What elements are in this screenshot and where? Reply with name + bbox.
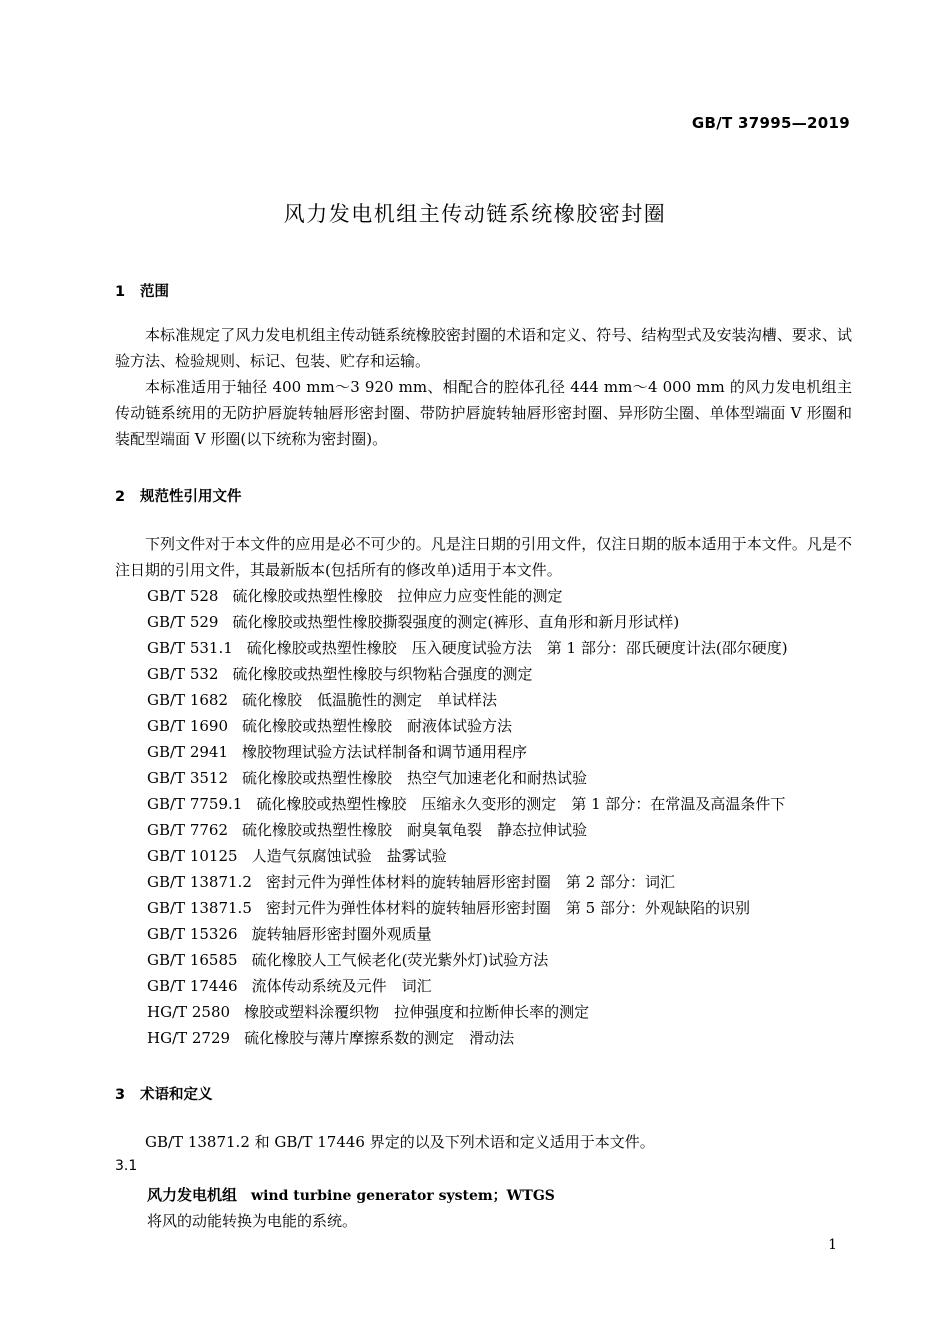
reference-code: GB/T 1690 (147, 717, 229, 735)
standard-number: GB/T 37995—2019 (691, 114, 850, 132)
reference-title: 硫化橡胶或热塑性橡胶 压入硬度试验方法 第 1 部分：邵氏硬度计法(邵尔硬度) (246, 639, 788, 657)
reference-item (147, 817, 857, 843)
section-number: 1 (115, 284, 126, 300)
reference-title: 硫化橡胶或热塑性橡胶 耐液体试验方法 (242, 717, 513, 735)
scope-paragraph-2: 本标准适用于轴径 400 mm～3 920 mm、相配合的腔体孔径 444 mm～4 000 mm 的风力发电机组主传动链系统用的无防护唇旋转轴唇形密封圈、带防护唇旋转轴唇形密封圈、异形防尘圈、单体型端面 V 形圈和装配型端面 V 形圈(以下统称为密封圈)。 (115, 378, 852, 448)
reference-item (147, 687, 857, 713)
section-title: 术语和定义 (140, 1087, 213, 1103)
reference-code: GB/T 15326 (147, 925, 238, 943)
term-english: wind turbine generator system；WTGS (251, 1188, 555, 1204)
reference-item (147, 713, 857, 739)
page-number: 1 (828, 1237, 837, 1253)
section-2-heading (115, 485, 242, 506)
reference-title: 硫化橡胶或热塑性橡胶 热空气加速老化和耐热试验 (242, 769, 588, 787)
reference-item (147, 947, 857, 973)
reference-item (147, 791, 857, 817)
reference-code: GB/T 532 (147, 665, 219, 683)
section-1-heading (115, 280, 169, 301)
reference-title: 橡胶物理试验方法试样制备和调节通用程序 (242, 743, 528, 761)
reference-item (147, 661, 857, 687)
term-chinese: 风力发电机组 (147, 1186, 238, 1204)
reference-item (147, 1025, 857, 1051)
term-definition: 将风的动能转换为电能的系统。 (147, 1212, 358, 1230)
reference-item (147, 635, 857, 661)
document-title: 风力发电机组主传动链系统橡胶密封圈 (283, 202, 667, 226)
scope-paragraph-1: 本标准规定了风力发电机组主传动链系统橡胶密封圈的术语和定义、符号、结构型式及安装沟槽、要求、试验方法、检验规则、标记、包装、贮存和运输。 (115, 326, 852, 370)
reference-code: GB/T 528 (147, 587, 219, 605)
reference-code: GB/T 17446 (147, 977, 238, 995)
references-intro: 下列文件对于本文件的应用是必不可少的。凡是注日期的引用文件，仅注日期的版本适用于本文件。凡是不注日期的引用文件，其最新版本(包括所有的修改单)适用于本文件。 (115, 535, 852, 579)
reference-title: 硫化橡胶 低温脆性的测定 单试样法 (242, 691, 498, 709)
reference-code: GB/T 7759.1 (147, 795, 243, 813)
clause-number: 3.1 (115, 1158, 138, 1174)
section-3-heading (115, 1083, 213, 1104)
reference-code: GB/T 3512 (147, 769, 229, 787)
section-number: 3 (115, 1087, 126, 1103)
section-title: 范围 (140, 284, 169, 300)
reference-item (147, 739, 857, 765)
reference-code: GB/T 1682 (147, 691, 229, 709)
terms-intro: GB/T 13871.2 和 GB/T 17446 界定的以及下列术语和定义适用于本文件。 (145, 1133, 655, 1151)
reference-code: GB/T 13871.5 (147, 899, 252, 917)
reference-title: 人造气氛腐蚀试验 盐雾试验 (251, 847, 447, 865)
reference-item (147, 869, 857, 895)
reference-item (147, 843, 857, 869)
reference-title: 流体传动系统及元件 词汇 (251, 977, 432, 995)
reference-title: 硫化橡胶人工气候老化(荧光紫外灯)试验方法 (251, 951, 549, 969)
reference-code: GB/T 7762 (147, 821, 229, 839)
reference-title: 硫化橡胶或热塑性橡胶与织物粘合强度的测定 (232, 665, 533, 683)
reference-code: GB/T 531.1 (147, 639, 233, 657)
reference-code: GB/T 529 (147, 613, 219, 631)
reference-title: 硫化橡胶或热塑性橡胶 耐臭氧龟裂 静态拉伸试验 (242, 821, 588, 839)
reference-item (147, 895, 857, 921)
reference-title: 密封元件为弹性体材料的旋转轴唇形密封圈 第 5 部分：外观缺陷的识别 (265, 899, 750, 917)
reference-title: 硫化橡胶与薄片摩擦系数的测定 滑动法 (244, 1029, 515, 1047)
reference-item (147, 583, 857, 609)
reference-title: 硫化橡胶或热塑性橡胶撕裂强度的测定(裤形、直角形和新月形试样) (232, 613, 680, 631)
reference-code: GB/T 13871.2 (147, 873, 252, 891)
reference-item (147, 609, 857, 635)
reference-title: 密封元件为弹性体材料的旋转轴唇形密封圈 第 2 部分：词汇 (265, 873, 675, 891)
section-number: 2 (115, 489, 126, 505)
reference-code: GB/T 16585 (147, 951, 238, 969)
reference-item (147, 921, 857, 947)
reference-code: GB/T 2941 (147, 743, 229, 761)
reference-title: 硫化橡胶或热塑性橡胶 压缩永久变形的测定 第 1 部分：在常温及高温条件下 (256, 795, 786, 813)
reference-item (147, 999, 857, 1025)
reference-item (147, 973, 857, 999)
reference-item (147, 765, 857, 791)
reference-code: GB/T 10125 (147, 847, 238, 865)
reference-title: 橡胶或塑料涂覆织物 拉伸强度和拉断伸长率的测定 (244, 1003, 590, 1021)
reference-title: 旋转轴唇形密封圈外观质量 (251, 925, 432, 943)
reference-code: HG/T 2729 (147, 1029, 231, 1047)
term-entry (147, 1184, 555, 1205)
section-title: 规范性引用文件 (140, 489, 242, 505)
reference-list (147, 583, 857, 1051)
reference-code: HG/T 2580 (147, 1003, 231, 1021)
reference-title: 硫化橡胶或热塑性橡胶 拉伸应力应变性能的测定 (232, 587, 563, 605)
